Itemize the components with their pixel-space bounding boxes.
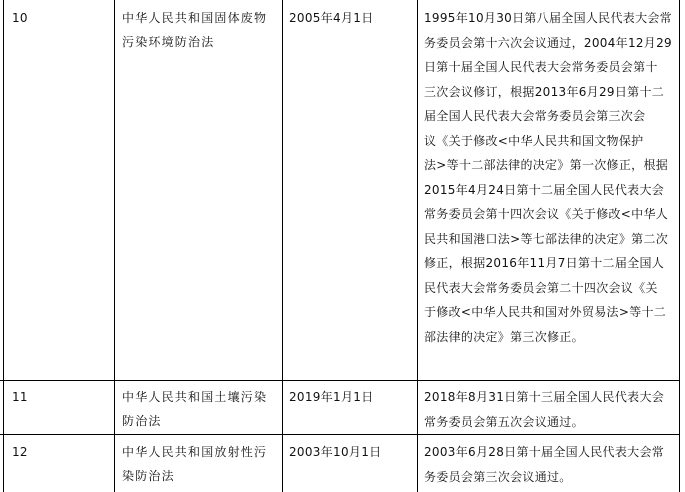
legislative-notes: 2003年6月28日第十届全国人民代表大会常 务委员会第三次会议通过。 bbox=[424, 445, 665, 484]
column-divider bbox=[114, 0, 115, 492]
law-name: 中华人民共和国放射性污 染防治法 bbox=[122, 445, 268, 483]
column-divider bbox=[3, 0, 4, 492]
row-number: 11 bbox=[12, 390, 28, 404]
column-divider bbox=[282, 0, 283, 492]
row-divider bbox=[0, 434, 680, 435]
law-name: 中华人民共和国土壤污染 防治法 bbox=[122, 390, 268, 428]
row-divider bbox=[0, 380, 680, 381]
row-number: 10 bbox=[12, 11, 28, 25]
effective-date: 2005年4月1日 bbox=[289, 11, 374, 25]
column-divider bbox=[679, 0, 680, 492]
effective-date: 2019年1月1日 bbox=[289, 390, 374, 404]
row-number: 12 bbox=[12, 445, 28, 459]
legislative-notes: 2018年8月31日第十三届全国人民代表大会 常务委员会第五次会议通过。 bbox=[424, 390, 665, 429]
effective-date: 2003年10月1日 bbox=[289, 445, 382, 459]
law-name: 中华人民共和国固体废物 污染环境防治法 bbox=[122, 11, 268, 49]
column-divider bbox=[417, 0, 418, 492]
legislative-notes: 1995年10月30日第八届全国人民代表大会常 务委员会第十六次会议通过，2004年12月29 日第十届全国人民代表大会常务委员会第十 三次会议修订，根据2013年6月29日第十二 届全国人民代表大会常务委员会第三次会 议《关于修改<中华人民共和国文物保护 法>等十二部法律的决定》第一次修正，根据 2015年4月24日第十二届全国人民代表大会 常务委员会第十四次会议《关于修改<中华人 民共和国港口法>等七部法律的决定》第二次 修正，根据2016年11月7日第十二届全国人 民代表大会常务委员会第二十四次会议《关 于修改<中华人民共和国对外贸易法>等十二 部法律的决定》第三次修正。 bbox=[424, 11, 672, 344]
